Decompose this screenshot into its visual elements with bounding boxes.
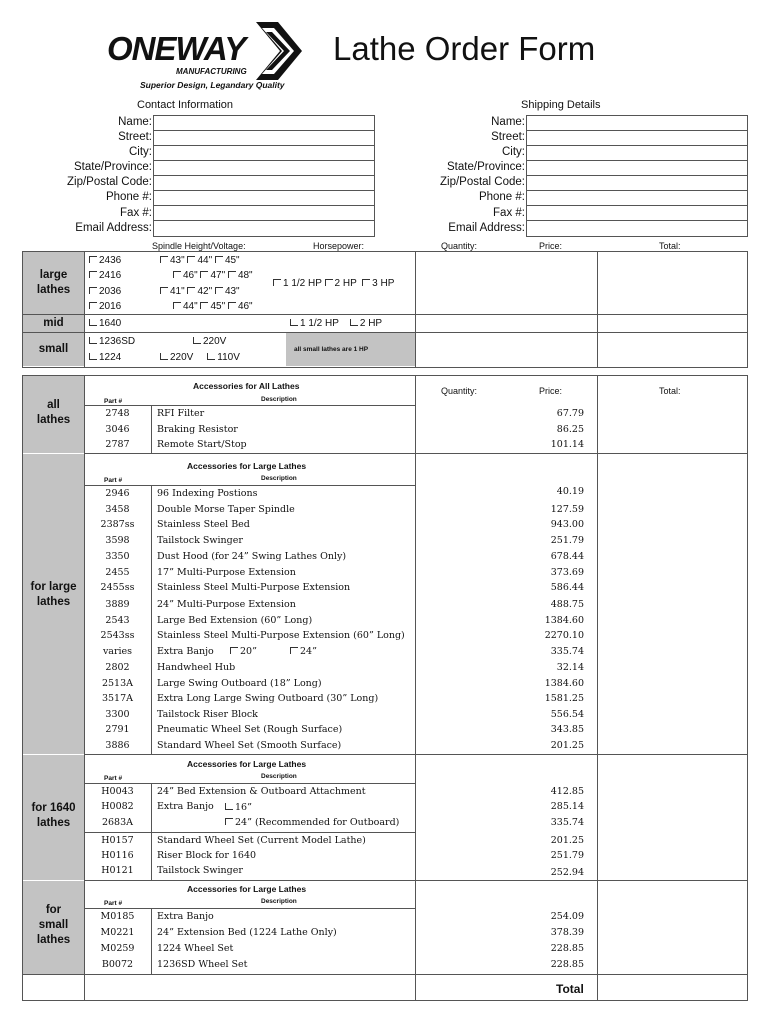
shipping-zip-field[interactable] — [527, 175, 747, 190]
col-total-header: Total: — [659, 241, 681, 251]
mid-hp-options[interactable]: 1 1/2 HP 2 HP — [290, 318, 382, 329]
acc-large-desc-col: Description — [261, 475, 297, 482]
acc-total-header: Total: — [659, 386, 681, 396]
shipping-street-label: Street: — [491, 131, 525, 144]
shipping-email-field[interactable] — [527, 220, 747, 235]
table-row[interactable]: 2787 Remote Start/Stop 101.14 — [105, 439, 584, 450]
acc-small-part-col: Part # — [104, 900, 123, 907]
shipping-labels — [395, 115, 525, 236]
logo-subtext: MANUFACTURING — [176, 67, 247, 76]
model-2436[interactable]: 2436 — [89, 255, 121, 266]
volt-1224[interactable]: 220V 110V — [160, 352, 240, 363]
contact-form — [153, 115, 375, 237]
acc-1640-part-col: Part # — [104, 775, 123, 782]
contact-street-label: Street: — [118, 131, 152, 144]
model-2036[interactable]: 2036 — [89, 286, 121, 297]
acc-small-desc-col: Description — [261, 898, 297, 905]
model-1236sd[interactable]: 1236SD — [89, 336, 135, 347]
col-spindle-header: Spindle Height/Voltage: — [152, 241, 246, 251]
logo-chevron-icon — [250, 22, 302, 80]
contact-heading: Contact Information — [137, 99, 233, 111]
large-lathes-label: large lathes — [23, 252, 84, 314]
shipping-zip-label: Zip/Postal Code: — [439, 176, 525, 189]
shipping-form — [526, 115, 748, 237]
contact-labels — [20, 115, 152, 236]
contact-state-field[interactable] — [154, 160, 374, 175]
small-lathes-label: small — [23, 333, 84, 366]
model-1640[interactable]: 1640 — [89, 318, 121, 329]
acc-all-desc-col: Description — [261, 396, 297, 403]
banjo-24-option[interactable]: 24” — [290, 646, 317, 657]
banjo-24-1640-option[interactable]: 24” (Recommended for Outboard) — [225, 817, 399, 828]
height-row-2016[interactable]: 44" 45" 46" — [173, 301, 253, 312]
acc-all-part-col: Part # — [104, 398, 123, 405]
shipping-phone-field[interactable] — [527, 190, 747, 205]
contact-email-label: Email Address: — [75, 221, 152, 234]
contact-name-label: Name: — [118, 116, 152, 128]
height-row-2416[interactable]: 46" 47" 48" — [173, 270, 253, 281]
acc-1640-heading: Accessories for Large Lathes — [187, 759, 307, 769]
banjo-20-option[interactable]: 20” — [230, 646, 257, 657]
contact-city-field[interactable] — [154, 145, 374, 160]
grand-total-label: Total — [556, 982, 584, 996]
contact-fax-field[interactable] — [154, 205, 374, 220]
shipping-city-field[interactable] — [527, 145, 747, 160]
col-price-header: Price: — [539, 241, 563, 251]
small-note: all small lathes are 1 HP — [294, 346, 369, 353]
grand-total-field[interactable] — [598, 975, 746, 999]
acc-all-side-label: all lathes — [23, 376, 84, 453]
shipping-fax-field[interactable] — [527, 205, 747, 220]
acc-small-side-label: for small lathes — [23, 881, 84, 974]
acc-price-header: Price: — [539, 386, 563, 396]
table-row[interactable]: 3046 Braking Resistor 86.25 — [105, 424, 584, 435]
col-qty-header: Quantity: — [441, 241, 478, 251]
volt-1236sd[interactable]: 220V — [193, 336, 226, 347]
acc-qty-header: Quantity: — [441, 386, 478, 396]
shipping-name-label: Name: — [491, 116, 525, 128]
acc-large-side-label: for large lathes — [23, 454, 84, 754]
acc-large-heading: Accessories for Large Lathes — [187, 461, 307, 471]
model-1224[interactable]: 1224 — [89, 352, 121, 363]
page-title: Lathe Order Form — [333, 30, 596, 67]
shipping-heading: Shipping Details — [521, 99, 601, 111]
acc-small-heading: Accessories for Large Lathes — [187, 884, 307, 894]
shipping-city-label: City: — [502, 146, 525, 159]
table-row[interactable]: 2748 RFI Filter 67.79 — [105, 408, 584, 419]
shipping-phone-label: Phone #: — [478, 191, 525, 204]
contact-zip-label: Zip/Postal Code: — [66, 176, 152, 189]
col-hp-header: Horsepower: — [313, 241, 365, 251]
contact-street-field[interactable] — [154, 130, 374, 145]
shipping-street-field[interactable] — [527, 130, 747, 145]
model-2416[interactable]: 2416 — [89, 270, 121, 281]
contact-state-label: State/Province: — [74, 161, 152, 174]
mid-lathes-label: mid — [23, 315, 84, 332]
shipping-fax-label: Fax #: — [493, 206, 525, 219]
contact-fax-label: Fax #: — [120, 206, 152, 219]
contact-email-field[interactable] — [154, 220, 374, 235]
contact-name-field[interactable] — [154, 116, 374, 130]
acc-all-heading: Accessories for All Lathes — [193, 381, 300, 391]
shipping-state-field[interactable] — [527, 160, 747, 175]
large-hp-options[interactable]: 1 1/2 HP 2 HP 3 HP — [273, 278, 394, 289]
logo-text: ONEWAY — [107, 30, 246, 67]
shipping-state-label: State/Province: — [447, 161, 525, 174]
contact-zip-field[interactable] — [154, 175, 374, 190]
acc-1640-side-label: for 1640 lathes — [23, 755, 84, 880]
contact-city-label: City: — [129, 146, 152, 159]
shipping-email-label: Email Address: — [448, 221, 525, 234]
height-row-2436[interactable]: 43" 44" 45" — [160, 255, 240, 266]
acc-large-part-col: Part # — [104, 477, 123, 484]
shipping-name-field[interactable] — [527, 116, 747, 130]
contact-phone-label: Phone #: — [105, 191, 152, 204]
contact-phone-field[interactable] — [154, 190, 374, 205]
banjo-16-option[interactable]: 16” — [225, 802, 252, 813]
height-row-2036[interactable]: 41" 42" 43" — [160, 286, 240, 297]
acc-1640-desc-col: Description — [261, 773, 297, 780]
tagline: Superior Design, Legandary Quality — [140, 80, 285, 90]
model-2016[interactable]: 2016 — [89, 301, 121, 312]
